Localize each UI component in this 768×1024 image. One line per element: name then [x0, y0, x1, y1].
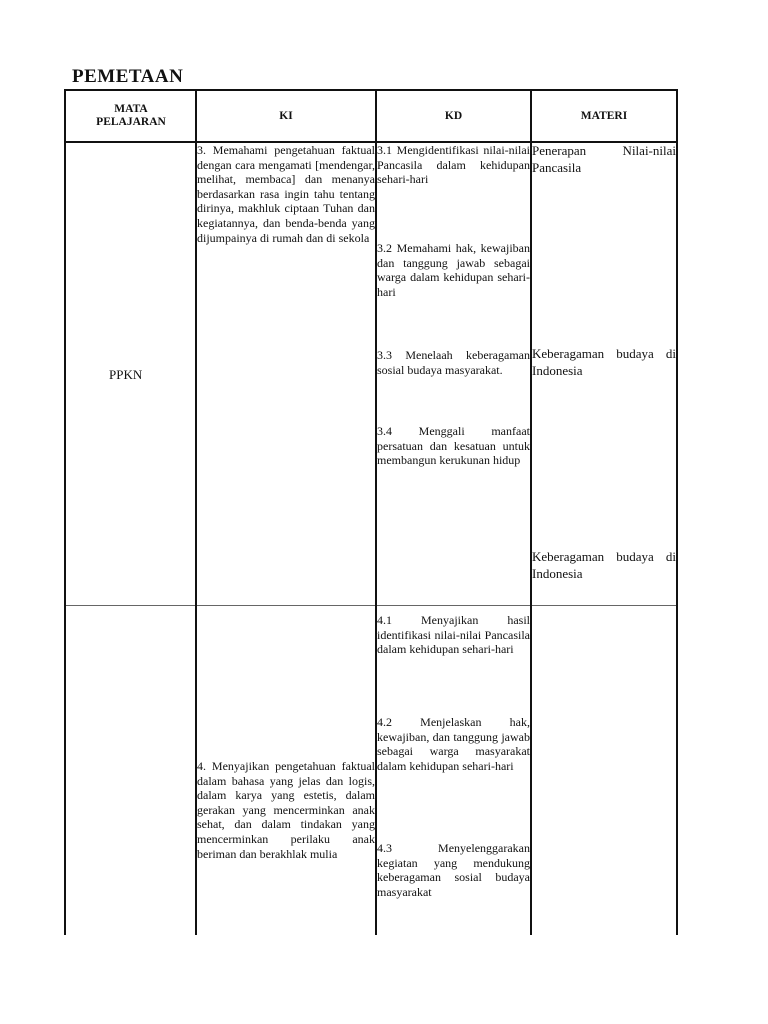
ki-cell: 4. Menyajikan pengetahuan faktual dalam bahasa yang jelas dan logis, dalam karya yang estetis, dalam gerakan yang mencerminkan anak sehat, dan dalam tindakan yang mencerminkan perilaku anak beriman dan berakhlak mulia: [197, 759, 375, 861]
header-materi: MATERI: [580, 109, 628, 122]
table-border-right: [676, 89, 678, 935]
column-divider-2: [375, 89, 377, 935]
table-border-left: [64, 89, 66, 935]
kd-item: 3.2 Memahami hak, kewajiban dan tanggung jawab sebagai warga dalam kehidupan sehari-hari: [377, 241, 530, 299]
materi-item: Keberagaman budaya di Indonesia: [532, 549, 676, 581]
materi-item: Keberagaman budaya di Indonesia: [532, 346, 676, 378]
kd-item: 3.4 Menggali manfaat persatuan dan kesatuan untuk membangun kerukunan hidup: [377, 424, 530, 468]
materi-item: Penerapan Nilai-nilai Pancasila: [532, 143, 676, 175]
header-ki: KI: [279, 109, 293, 122]
kd-item: 4.2 Menjelaskan hak, kewajiban, dan tanggung jawab sebagai warga masyarakat dalam kehidupan sehari-hari: [377, 715, 530, 773]
row-divider: [64, 605, 678, 606]
subject-cell: PPKN: [109, 367, 143, 382]
kd-item: 4.3 Menyelenggarakan kegiatan yang mendukung keberagaman sosial budaya masyarakat: [377, 841, 530, 899]
header-kd: KD: [444, 109, 463, 122]
column-divider-3: [530, 89, 532, 935]
kd-item: 3.1 Mengidentifikasi nilai-nilai Pancasila dalam kehidupan sehari-hari: [377, 143, 530, 187]
kd-item: 3.3 Menelaah keberagaman sosial budaya masyarakat.: [377, 348, 530, 377]
header-mata-pelajaran: MATA PELAJARAN: [96, 103, 166, 128]
page-title: PEMETAAN: [72, 66, 184, 87]
ki-cell: 3. Memahami pengetahuan faktual dengan cara mengamati [mendengar, melihat, membaca] dan menanya berdasarkan rasa ingin tahu tentang dirinya, makhluk ciptaan Tuhan dan kegiatannya, dan benda-benda yang dijumpainya di rumah dan di sekola: [197, 143, 375, 245]
mapping-table: [64, 89, 678, 935]
kd-item: 4.1 Menyajikan hasil identifikasi nilai-nilai Pancasila dalam kehidupan sehari-hari: [377, 613, 530, 657]
